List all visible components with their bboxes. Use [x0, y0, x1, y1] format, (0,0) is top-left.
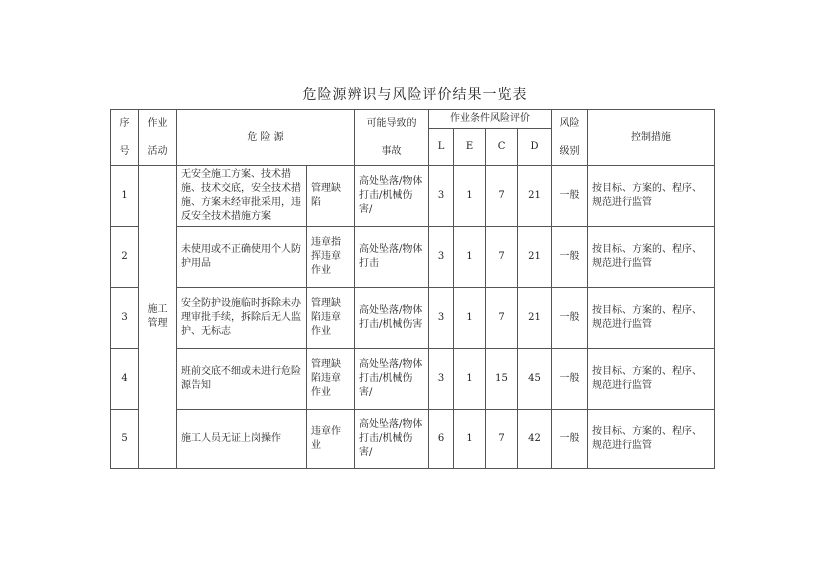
cell-hazard: 无安全施工方案、技术措施、技术交底，安全技术措施、方案未经审批采用，违反安全技术措施方案: [177, 166, 307, 227]
header-seq: 序 号: [111, 110, 139, 166]
cell-accident: 高处坠落/物体打击: [355, 227, 429, 288]
cell-cause: 管理缺陷违章作业: [307, 288, 355, 349]
cell-level: 一般: [552, 166, 588, 227]
header-C: C: [486, 129, 518, 166]
cell-L: 3: [429, 349, 454, 410]
cell-no: 2: [111, 227, 139, 288]
cell-accident: 高处坠落/物体打击/机械伤害/: [355, 349, 429, 410]
cell-cause: 管理缺陷: [307, 166, 355, 227]
cell-C: 15: [486, 349, 518, 410]
cell-control: 按目标、方案的、程序、规范进行监管: [588, 227, 715, 288]
cell-hazard: 施工人员无证上岗操作: [177, 410, 307, 469]
cell-hazard: 安全防护设施临时拆除未办理审批手续，拆除后无人监护、无标志: [177, 288, 307, 349]
table-row: [111, 349, 715, 410]
cell-activity: 施工 管理: [139, 166, 177, 469]
cell-control: 按目标、方案的、程序、规范进行监管: [588, 288, 715, 349]
header-D: D: [518, 129, 552, 166]
cell-E: 1: [454, 166, 486, 227]
table-row: [111, 288, 715, 349]
header-E: E: [454, 129, 486, 166]
table-row: [111, 227, 715, 288]
cell-D: 45: [518, 349, 552, 410]
cell-L: 6: [429, 410, 454, 469]
cell-no: 4: [111, 349, 139, 410]
cell-cause: 管理缺陷违章作业: [307, 349, 355, 410]
header-control: 控制措施: [588, 110, 715, 166]
cell-D: 21: [518, 227, 552, 288]
cell-no: 3: [111, 288, 139, 349]
table-row: [111, 166, 715, 227]
cell-control: 按目标、方案的、程序、规范进行监管: [588, 166, 715, 227]
cell-E: 1: [454, 410, 486, 469]
header-eval-group: 作业条件风险评价: [429, 110, 552, 129]
cell-cause: 违章作业: [307, 410, 355, 469]
cell-control: 按目标、方案的、程序、规范进行监管: [588, 349, 715, 410]
cell-L: 3: [429, 227, 454, 288]
cell-L: 3: [429, 288, 454, 349]
cell-E: 1: [454, 288, 486, 349]
cell-C: 7: [486, 410, 518, 469]
cell-C: 7: [486, 166, 518, 227]
cell-level: 一般: [552, 410, 588, 469]
cell-L: 3: [429, 166, 454, 227]
header-row: [111, 110, 715, 129]
cell-cause: 违章指挥违章作业: [307, 227, 355, 288]
cell-C: 7: [486, 227, 518, 288]
cell-no: 1: [111, 166, 139, 227]
header-hazard: 危 险 源: [177, 110, 355, 166]
cell-control: 按目标、方案的、程序、规范进行监管: [588, 410, 715, 469]
cell-no: 5: [111, 410, 139, 469]
cell-D: 21: [518, 166, 552, 227]
cell-hazard: 未使用或不正确使用个人防护用品: [177, 227, 307, 288]
cell-accident: 高处坠落/物体打击/机械伤害: [355, 288, 429, 349]
cell-D: 21: [518, 288, 552, 349]
cell-D: 42: [518, 410, 552, 469]
cell-hazard: 班前交底不细或未进行危险源告知: [177, 349, 307, 410]
header-accident: 可能导致的 事故: [355, 110, 429, 166]
cell-C: 7: [486, 288, 518, 349]
cell-level: 一般: [552, 349, 588, 410]
cell-level: 一般: [552, 227, 588, 288]
cell-level: 一般: [552, 288, 588, 349]
risk-table: [110, 109, 715, 469]
header-L: L: [429, 129, 454, 166]
page-title: 危险源辨识与风险评价结果一览表: [302, 87, 528, 103]
cell-accident: 高处坠落/物体打击/机械伤害/: [355, 166, 429, 227]
cell-E: 1: [454, 349, 486, 410]
cell-E: 1: [454, 227, 486, 288]
header-level: 风险 级别: [552, 110, 588, 166]
cell-accident: 高处坠落/物体打击/机械伤害/: [355, 410, 429, 469]
header-activity: 作业 活动: [139, 110, 177, 166]
table-row: [111, 410, 715, 469]
